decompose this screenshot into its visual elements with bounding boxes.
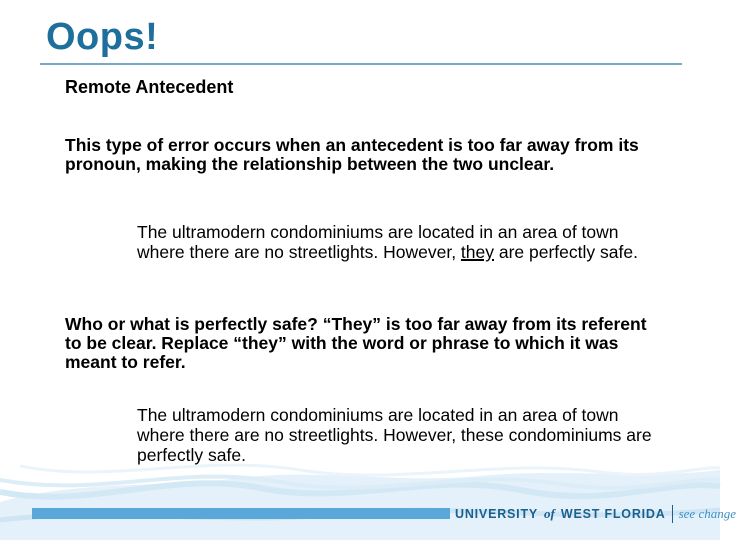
logo-separator <box>672 505 673 523</box>
logo-tagline: see change <box>678 506 736 521</box>
logo-of: of <box>544 506 555 521</box>
wave-decoration <box>0 440 720 540</box>
logo-university: UNIVERSITY <box>455 507 539 521</box>
footer-bar <box>32 508 450 519</box>
title-divider <box>40 63 682 65</box>
university-logo <box>455 503 736 525</box>
slide-title: Oops! <box>46 16 159 58</box>
question-paragraph: Who or what is perfectly safe? “They” is too far away from its referent to be clear. Replace “they” with the word or phrase to which it was meant to refer. <box>65 314 647 372</box>
example-text-after: are perfectly safe. <box>494 242 638 262</box>
example-text-before: The ultramodern condominiums are located in an area of town where there are no streetlights. However, <box>137 222 619 262</box>
section-heading: Remote Antecedent <box>65 77 234 97</box>
logo-west-florida: WEST FLORIDA <box>560 507 666 521</box>
example-sentence-corrected: The ultramodern condominiums are located in an area of town where there are no streetlights. However, these condominiums are perfectly safe. <box>137 405 652 465</box>
explanation-paragraph: This type of error occurs when an antecedent is too far away from its pronoun, making the relationship between the two unclear. <box>65 135 639 174</box>
example-sentence-incorrect <box>137 222 657 262</box>
underlined-pronoun: they <box>460 242 494 262</box>
